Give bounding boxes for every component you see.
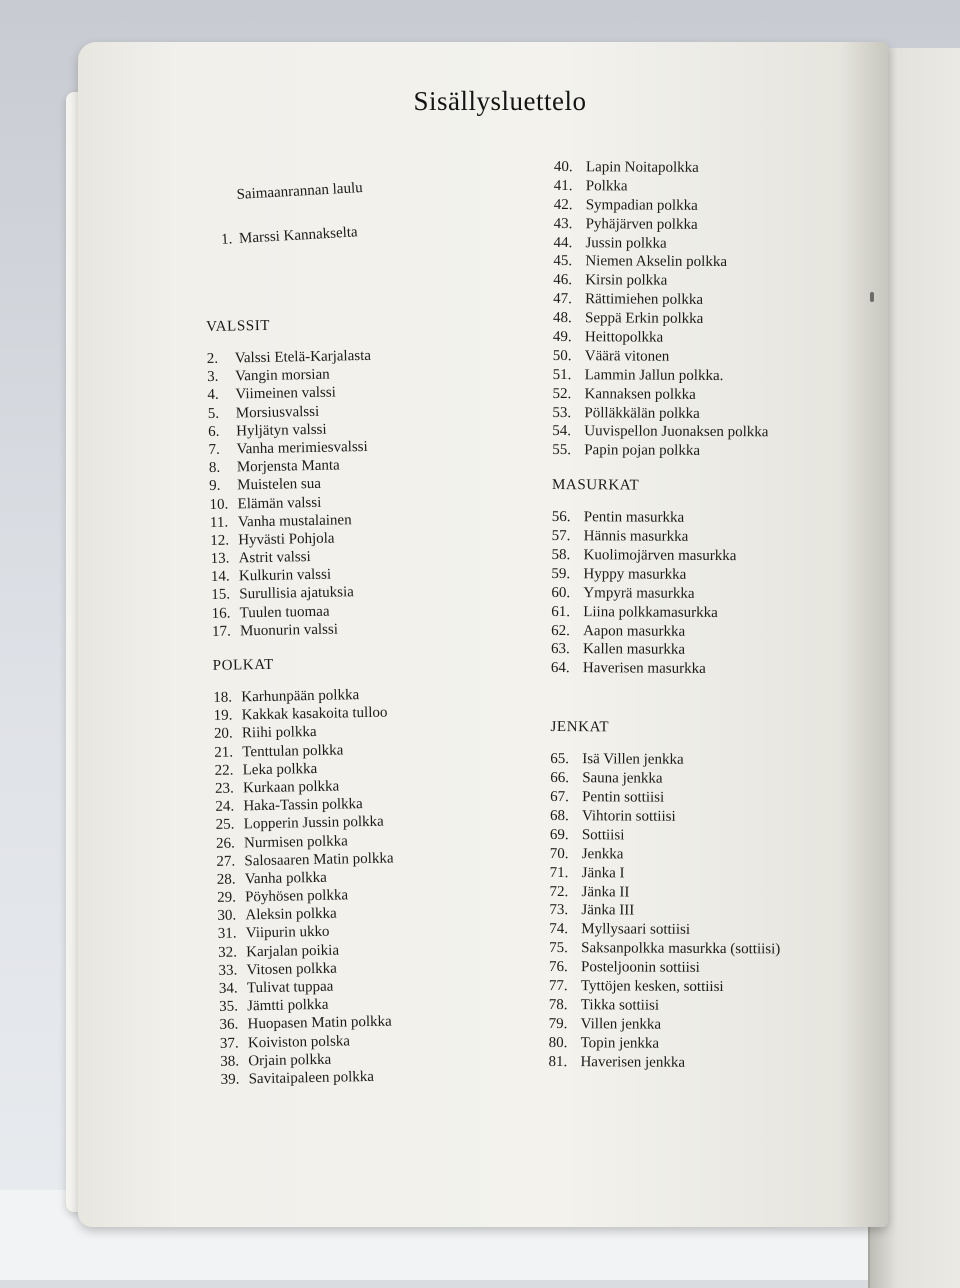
list-item xyxy=(553,290,784,310)
contents-column-left xyxy=(206,315,398,1089)
list-item xyxy=(554,196,785,216)
entry-number: 79. xyxy=(548,1015,568,1032)
entry-title: Marssi Kannakselta xyxy=(238,224,359,247)
entry-number: 53. xyxy=(552,404,572,421)
entry-number: 48. xyxy=(552,310,572,327)
list-item xyxy=(219,1013,396,1035)
list-item xyxy=(550,845,781,865)
entry-title: Nurmisen polkka xyxy=(243,832,348,851)
list-item xyxy=(549,920,780,940)
entry-title: Pentin sottiisi xyxy=(582,789,665,806)
entry-title: Sympadian polkka xyxy=(585,196,698,214)
entry-title: Kakkak kasakoita tulloo xyxy=(241,704,388,724)
entry-number: 6. xyxy=(208,423,220,440)
list-item xyxy=(549,958,780,978)
list-item xyxy=(552,508,783,528)
entry-title: Villen jenkka xyxy=(580,1015,662,1033)
list-item xyxy=(550,807,781,827)
list-item xyxy=(551,603,782,623)
list-item xyxy=(216,849,393,871)
list-item xyxy=(549,996,780,1016)
page-title: Sisällysluettelo xyxy=(413,86,587,116)
entry-title: Leka polkka xyxy=(242,760,318,779)
entry-title: Vanha polkka xyxy=(244,869,327,888)
list-item xyxy=(552,422,783,442)
entry-title: Ympyrä masurkka xyxy=(583,585,695,602)
entry-number: 16. xyxy=(211,605,231,622)
entry-number: 67. xyxy=(550,789,569,806)
entry-title: Niemen Akselin polkka xyxy=(585,253,728,271)
entry-title: Pöyhösen polkka xyxy=(244,887,349,906)
entry-number: 56. xyxy=(551,509,571,526)
entry-title: Viipurin ukko xyxy=(245,924,330,942)
entry-number: 49. xyxy=(552,329,572,346)
list-item xyxy=(207,347,384,369)
list-item xyxy=(552,404,783,424)
entry-number: 39. xyxy=(220,1071,240,1088)
entry-number: 20. xyxy=(213,725,233,743)
entry-title: Tenttulan polkka xyxy=(242,742,344,760)
entry-number: 4. xyxy=(207,387,219,404)
entry-number: 35. xyxy=(219,998,239,1016)
entry-title: Pölläkkälän polkka xyxy=(584,404,700,422)
entry-number: 23. xyxy=(214,780,234,797)
list-item xyxy=(553,252,784,272)
entry-title: Pyhäjärven polkka xyxy=(585,215,698,233)
entry-title: Liina polkkamasurkka xyxy=(583,603,718,621)
entry-title: Hyljätyn valssi xyxy=(236,421,327,440)
list-item xyxy=(550,769,781,789)
entry-title: Jänka II xyxy=(581,883,630,900)
list-item xyxy=(549,1034,780,1054)
entry-number: 50. xyxy=(552,347,572,365)
entry-title: Seppä Erkin polkka xyxy=(584,310,704,328)
entry-number: 74. xyxy=(549,921,569,938)
list-item xyxy=(551,640,782,660)
entry-number: 8. xyxy=(208,459,221,477)
entry-number: 22. xyxy=(214,762,234,779)
list-item xyxy=(551,584,782,604)
entry-number: 42. xyxy=(553,196,573,213)
entry-number: 78. xyxy=(548,996,568,1013)
entry-title: Saimaanrannan laulu xyxy=(236,179,364,203)
entry-number: 5. xyxy=(207,405,220,422)
section-heading-masurkat: MASURKAT xyxy=(551,477,640,494)
entry-number: 15. xyxy=(211,587,231,604)
entry-number: 72. xyxy=(549,883,569,900)
entry-title: Muistelen sua xyxy=(237,476,322,494)
entry-number: 18. xyxy=(213,689,233,706)
intro-list xyxy=(220,177,366,250)
list-item xyxy=(549,977,780,997)
list-item xyxy=(553,347,784,367)
entry-number: 70. xyxy=(549,845,569,862)
entry-number: 11. xyxy=(209,514,229,531)
entry-number: 55. xyxy=(552,442,572,459)
entry-number: 31. xyxy=(217,925,237,943)
entry-number: 75. xyxy=(549,940,568,957)
entry-title: Valssi Etelä-Karjalasta xyxy=(234,347,372,367)
entry-title: Haka-Tassin polkka xyxy=(243,796,363,815)
entry-number: 62. xyxy=(551,622,570,639)
entry-title: Pentin masurkka xyxy=(583,509,685,527)
entry-number: 44. xyxy=(553,234,573,251)
entry-number: 29. xyxy=(216,889,237,906)
entry-number: 73. xyxy=(549,902,569,919)
list-item xyxy=(551,622,782,642)
list-item xyxy=(552,385,783,405)
list-item xyxy=(553,271,784,291)
entry-number: 2. xyxy=(206,350,219,367)
entry-title: Morjensta Manta xyxy=(236,457,340,476)
entry-title: Astrit valssi xyxy=(238,549,311,567)
entry-title: Sauna jenkka xyxy=(582,770,663,787)
entry-number: 37. xyxy=(219,1035,239,1052)
entry-number: 9. xyxy=(209,478,221,495)
list-item xyxy=(208,438,385,460)
entry-number: 58. xyxy=(551,547,571,564)
entry-title: Tuulen tuomaa xyxy=(239,603,330,622)
entry-title: Kulkurin valssi xyxy=(238,566,332,585)
entry-title: Heittopolkka xyxy=(584,329,664,346)
entry-title: Tyttöjen kesken, sottiisi xyxy=(580,978,724,996)
entry-title: Koiviston polska xyxy=(247,1032,351,1051)
entry-number: 40. xyxy=(553,158,573,176)
entry-number: 7. xyxy=(208,441,220,458)
list-item xyxy=(216,813,393,835)
entry-number: 17. xyxy=(211,623,231,640)
entry-number: 34. xyxy=(218,980,238,997)
entry-title: Väärä vitonen xyxy=(584,348,670,365)
entry-title: Muonurin valssi xyxy=(239,621,339,640)
entry-title: Haverisen masurkka xyxy=(582,660,706,678)
entry-number: 1. xyxy=(220,231,233,248)
entry-title: Saksanpolkka masurkka (sottiisi) xyxy=(581,940,781,958)
section-polkat-part2 xyxy=(552,158,785,462)
entry-number: 33. xyxy=(218,962,238,979)
entry-title: Orjain polkka xyxy=(248,1051,332,1070)
entry-title: Huopasen Matin polkka xyxy=(247,1013,392,1033)
entry-title: Kurkaan polkka xyxy=(242,778,340,797)
entry-number: 47. xyxy=(553,291,572,308)
entry-number: 25. xyxy=(215,816,235,834)
entry-number: 27. xyxy=(216,853,236,870)
list-item xyxy=(552,527,783,547)
entry-number: 41. xyxy=(553,177,573,195)
entry-number: 24. xyxy=(215,798,235,816)
entry-number: 59. xyxy=(551,565,571,583)
entry-number: 63. xyxy=(550,641,570,658)
list-item xyxy=(549,882,780,902)
list-item xyxy=(550,864,781,884)
section-masurkat xyxy=(551,508,783,679)
entry-title: Salosaaren Matin polkka xyxy=(244,850,394,870)
section-valssit xyxy=(207,347,390,641)
entry-title: Lammin Jallun polkka. xyxy=(584,366,724,384)
list-item xyxy=(551,565,782,585)
entry-number: 76. xyxy=(549,959,568,976)
list-item xyxy=(552,546,783,566)
entry-number: 10. xyxy=(209,496,229,513)
entry-number: 14. xyxy=(210,568,230,586)
entry-title: Kannaksen polkka xyxy=(584,385,696,403)
entry-title: Jänka I xyxy=(581,864,625,882)
staple-mark xyxy=(870,292,874,302)
entry-number: 69. xyxy=(549,826,569,843)
entry-title: Tulivat tuppaa xyxy=(246,978,334,997)
entry-title: Haverisen jenkka xyxy=(580,1053,686,1071)
list-item xyxy=(554,177,785,197)
entry-title: Aleksin polkka xyxy=(245,905,337,924)
list-item xyxy=(549,939,780,959)
entry-number: 60. xyxy=(551,584,571,601)
entry-title: Elämän valssi xyxy=(237,494,322,512)
entry-title: Posteljoonin sottiisi xyxy=(581,959,700,976)
entry-title: Viimeinen valssi xyxy=(235,384,336,403)
entry-number: 3. xyxy=(206,368,219,386)
list-item xyxy=(549,901,780,921)
list-item xyxy=(212,619,389,641)
list-item xyxy=(220,1067,397,1089)
entry-title: Vihtorin sottiisi xyxy=(581,808,676,825)
entry-number: 61. xyxy=(551,603,571,620)
list-item xyxy=(554,158,785,178)
list-item xyxy=(548,1052,779,1072)
entry-number: 36. xyxy=(219,1016,239,1034)
entry-number: 68. xyxy=(549,807,569,825)
entry-title: Jussin polkka xyxy=(585,234,667,252)
entry-number: 45. xyxy=(553,253,573,270)
section-jenkat xyxy=(548,750,781,1073)
entry-title: Riihi polkka xyxy=(241,724,317,742)
entry-title: Tikka sottiisi xyxy=(580,997,660,1014)
entry-title: Myllysaari sottiisi xyxy=(581,921,691,939)
entry-number: 77. xyxy=(548,977,568,995)
entry-number: 13. xyxy=(210,550,230,568)
entry-title: Vanha mustalainen xyxy=(237,511,352,531)
list-item xyxy=(554,215,785,235)
entry-number: 66. xyxy=(550,770,570,787)
entry-title: Rättimiehen polkka xyxy=(585,291,704,309)
list-item xyxy=(553,309,784,329)
entry-number: 54. xyxy=(552,423,572,440)
list-item xyxy=(551,659,782,679)
entry-title: Kuolimojärven masurkka xyxy=(583,547,737,565)
list-item xyxy=(552,441,783,461)
entry-title: Jenkka xyxy=(581,845,624,863)
list-item xyxy=(550,750,781,770)
list-item xyxy=(213,704,390,726)
entry-title: Polkka xyxy=(585,178,628,195)
list-item xyxy=(553,366,784,386)
section-heading-valssit: VALSSIT xyxy=(206,317,271,335)
entry-title: Jänka III xyxy=(581,902,635,919)
entry-number: 28. xyxy=(216,871,236,888)
section-heading-polkat: POLKAT xyxy=(212,656,274,674)
entry-number: 12. xyxy=(210,532,230,549)
contents-column-right xyxy=(548,158,785,1073)
entry-title: Sottiisi xyxy=(581,827,625,844)
entry-title: Kallen masurkka xyxy=(582,641,686,659)
entry-title: Isä Villen jenkka xyxy=(582,751,684,769)
entry-title: Hyppy masurkka xyxy=(583,566,687,583)
entry-number: 52. xyxy=(552,385,572,402)
entry-title: Morsiusvalssi xyxy=(235,403,320,422)
entry-number: 19. xyxy=(213,707,233,725)
entry-title: Karjalan poikia xyxy=(246,942,340,960)
list-item xyxy=(549,1015,780,1035)
entry-number: 51. xyxy=(552,366,572,383)
entry-title: Hyvästi Pohjola xyxy=(238,530,335,549)
entry-title: Topin jenkka xyxy=(580,1034,660,1052)
entry-title: Vanha merimiesvalssi xyxy=(236,438,368,458)
list-item xyxy=(550,826,781,846)
entry-title: Papin pojan polkka xyxy=(584,442,701,460)
entry-number: 65. xyxy=(550,751,570,768)
entry-number: 30. xyxy=(217,907,237,925)
entry-number: 57. xyxy=(551,528,571,545)
entry-title: Aapon masurkka xyxy=(583,622,686,640)
entry-title: Hännis masurkka xyxy=(583,528,689,545)
entry-number: 46. xyxy=(553,272,573,289)
list-item xyxy=(550,788,781,808)
entry-number: 32. xyxy=(218,944,238,961)
list-item xyxy=(553,328,784,348)
entry-title: Surullisia ajatuksia xyxy=(239,584,355,603)
entry-title: Uuvispellon Juonaksen polkka xyxy=(584,423,769,441)
entry-number: 71. xyxy=(549,864,569,881)
section-heading-jenkat: JENKAT xyxy=(550,719,610,736)
entry-title: Lopperin Jussin polkka xyxy=(243,813,384,833)
entry-number: 38. xyxy=(220,1053,240,1070)
entry-number: 64. xyxy=(550,660,570,677)
entry-number: 80. xyxy=(548,1034,568,1051)
entry-number: 81. xyxy=(548,1053,568,1070)
entry-number: 26. xyxy=(215,835,235,852)
entry-title: Vangin morsian xyxy=(234,366,330,385)
entry-title: Karhunpään polkka xyxy=(241,687,360,706)
entry-title: Jämtti polkka xyxy=(247,996,329,1015)
entry-title: Savitaipaleen polkka xyxy=(248,1068,375,1088)
entry-title: Lapin Noitapolkka xyxy=(585,159,699,176)
entry-number: 43. xyxy=(553,215,573,232)
list-item xyxy=(553,234,784,254)
entry-title: Kirsin polkka xyxy=(585,272,668,290)
entry-title: Vitosen polkka xyxy=(246,960,338,979)
entry-number: 21. xyxy=(214,744,234,761)
section-polkat-part1 xyxy=(213,686,398,1089)
